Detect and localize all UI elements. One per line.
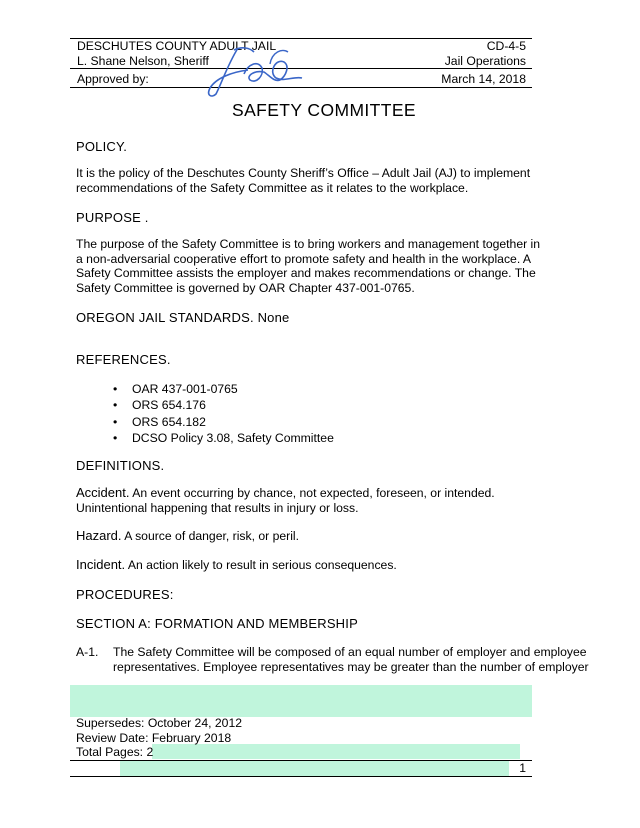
footer-highlight-pages: [152, 744, 520, 759]
signature-image: [198, 42, 318, 102]
references-heading: REFERENCES.: [76, 352, 171, 367]
list-item: • OAR 437-001-0765: [113, 381, 334, 397]
standards-line: OREGON JAIL STANDARDS. None: [76, 310, 290, 325]
policy-text: It is the policy of the Deschutes County Sheriff’s Office – Adult Jail (AJ) to implement recommendations of the Safety Committee as it relates to the workplace.: [76, 166, 531, 195]
page-title: SAFETY COMMITTEE: [232, 100, 417, 120]
section-a-heading: SECTION A: FORMATION AND MEMBERSHIP: [76, 616, 358, 631]
accident-text: An event occurring by chance, not expected, foreseen, or intended. Unintentional happening that results in injury or loss.: [76, 486, 495, 515]
footer-highlight-page-number: [120, 761, 509, 776]
purpose-text: The purpose of the Safety Committee is to bring workers and management together in a non-adversarial cooperative effort to promote safety and health in the workplace. A Safety Committee assists the employer and makes recommendations or change. The Safety Committee is governed by OAR Chapter 437-001-0765.: [76, 237, 541, 295]
header-sheriff: L. Shane Nelson, Sheriff: [77, 54, 209, 68]
footer-highlight-top: [70, 685, 532, 717]
header-department: Jail Operations: [444, 54, 526, 68]
list-item: • ORS 654.176: [113, 397, 334, 413]
list-item: • ORS 654.182: [113, 414, 334, 430]
header-approved-label: Approved by:: [77, 72, 149, 86]
list-item: • DCSO Policy 3.08, Safety Committee: [113, 430, 334, 446]
procedures-heading: PROCEDURES:: [76, 587, 174, 602]
a1-label: A-1.: [76, 645, 99, 659]
footer-review-date: Review Date: February 2018: [76, 731, 232, 745]
header-code: CD-4-5: [486, 39, 526, 53]
term-accident: Accident.: [76, 485, 130, 500]
page-number: 1: [519, 761, 526, 775]
definition-hazard: [76, 529, 546, 544]
footer-rule-top: [70, 760, 532, 761]
footer-supersedes: Supersedes: October 24, 2012: [76, 716, 242, 730]
purpose-heading: PURPOSE .: [76, 210, 149, 225]
hazard-text: A source of danger, risk, or peril.: [121, 529, 300, 543]
term-incident: Incident.: [76, 557, 126, 572]
a1-line-1: The Safety Committee will be composed of an equal number of employer and employee: [113, 645, 587, 659]
footer-rule-bottom: [70, 776, 532, 777]
policy-heading: POLICY.: [76, 139, 128, 154]
definition-incident: [76, 558, 546, 573]
footer-total-pages: Total Pages: 2: [76, 745, 154, 759]
term-hazard: Hazard.: [76, 528, 122, 543]
incident-text: An action likely to result in serious consequences.: [125, 558, 397, 572]
header-date: March 14, 2018: [441, 72, 526, 86]
references-list: [113, 381, 334, 446]
definitions-heading: DEFINITIONS.: [76, 458, 165, 473]
definition-accident: [76, 486, 546, 515]
header-org: DESCHUTES COUNTY ADULT JAIL: [77, 39, 277, 53]
a1-line-2: representatives. Employee representatives may be greater than the number of employer: [113, 660, 589, 674]
